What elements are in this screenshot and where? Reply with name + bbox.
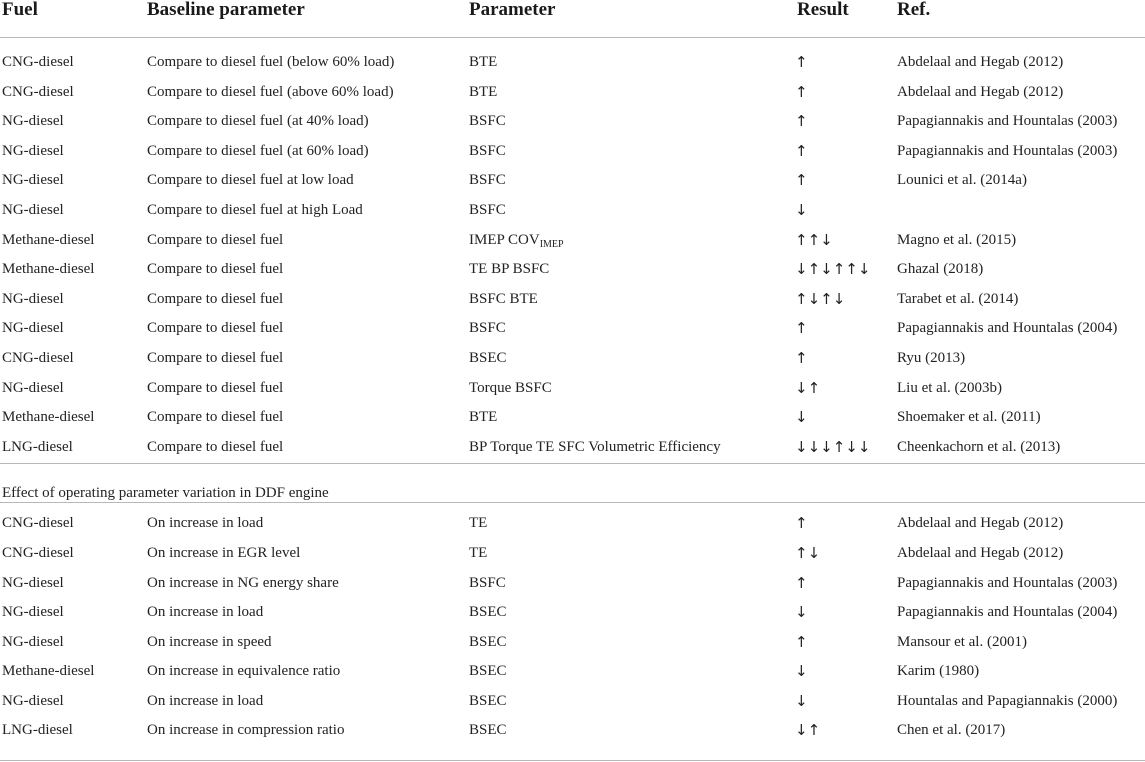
cell-ref: Magno et al. (2015): [897, 231, 1017, 248]
cell-ref: Abdelaal and Hegab (2012): [897, 83, 1064, 100]
header-fuel: Fuel: [2, 0, 38, 20]
cell-fuel: NG-diesel: [2, 692, 64, 709]
cell-parameter: BSFC: [469, 574, 506, 591]
cell-parameter: BSFC: [469, 320, 506, 337]
cell-parameter: BTE: [469, 83, 498, 100]
cell-result: ↓: [795, 408, 808, 427]
table-row: [0, 691, 1145, 721]
cell-parameter: Torque BSFC: [469, 379, 552, 396]
cell-result: ↑: [795, 82, 808, 101]
table-row: [0, 437, 1145, 467]
cell-fuel: NG-diesel: [2, 113, 64, 130]
cell-parameter: TE BP BSFC: [469, 261, 550, 278]
table-body-operating-parameters: [0, 506, 1145, 750]
cell-ref: Abdelaal and Hegab (2012): [897, 515, 1064, 532]
section-title: Effect of operating parameter variation in DDF engine: [2, 485, 329, 502]
cell-fuel: NG-diesel: [2, 142, 64, 159]
table-row: [0, 661, 1145, 691]
cell-ref: Ghazal (2018): [897, 261, 984, 278]
cell-baseline-parameter: Compare to diesel fuel: [147, 379, 284, 396]
cell-fuel: NG-diesel: [2, 320, 64, 337]
cell-result: ↑↓↑↓: [795, 289, 846, 308]
cell-ref: Liu et al. (2003b): [897, 379, 1002, 396]
cell-result: ↓↓↓↑↓↓: [795, 437, 871, 456]
cell-result: ↓↑: [795, 378, 821, 397]
cell-ref: Papagiannakis and Hountalas (2004): [897, 604, 1118, 621]
cell-parameter: BSEC: [469, 604, 507, 621]
cell-fuel: CNG-diesel: [2, 83, 74, 100]
header-divider: [0, 37, 1145, 38]
section-row: [0, 466, 1145, 506]
cell-parameter: TE: [469, 515, 488, 532]
header-result: Result: [797, 0, 849, 20]
cell-fuel: CNG-diesel: [2, 515, 74, 532]
table-row: [0, 407, 1145, 437]
cell-ref: Papagiannakis and Hountalas (2004): [897, 320, 1118, 337]
table-body-comparison: [0, 36, 1145, 466]
header-parameter: Parameter: [469, 0, 556, 20]
cell-ref: Hountalas and Papagiannakis (2000): [897, 692, 1118, 709]
table-row: [0, 318, 1145, 348]
cell-baseline-parameter: Compare to diesel fuel: [147, 261, 284, 278]
cell-baseline-parameter: On increase in equivalence ratio: [147, 663, 341, 680]
cell-baseline-parameter: On increase in load: [147, 604, 264, 621]
table-row: [0, 632, 1145, 662]
table-row: [0, 378, 1145, 408]
cell-ref: Papagiannakis and Hountalas (2003): [897, 574, 1118, 591]
header-ref: Ref.: [897, 0, 931, 20]
cell-fuel: CNG-diesel: [2, 349, 74, 366]
cell-ref: Karim (1980): [897, 663, 980, 680]
cell-fuel: NG-diesel: [2, 604, 64, 621]
cell-baseline-parameter: Compare to diesel fuel: [147, 231, 284, 248]
cell-fuel: NG-diesel: [2, 201, 64, 218]
cell-ref: Abdelaal and Hegab (2012): [897, 544, 1064, 561]
cell-fuel: Methane-diesel: [2, 261, 95, 278]
cell-baseline-parameter: Compare to diesel fuel: [147, 438, 284, 455]
table-row: [0, 141, 1145, 171]
table-row: [0, 602, 1145, 632]
cell-baseline-parameter: Compare to diesel fuel: [147, 320, 284, 337]
cell-parameter: IMEP $COV_{IMEP}$: [469, 231, 564, 250]
cell-result: ↑: [795, 141, 808, 160]
cell-baseline-parameter: On increase in compression ratio: [147, 722, 345, 739]
cell-fuel: NG-diesel: [2, 379, 64, 396]
cell-result: ↑: [795, 514, 808, 533]
cell-parameter: BSFC: [469, 113, 506, 130]
header-baseline-parameter: Baseline parameter: [147, 0, 305, 20]
cell-fuel: NG-diesel: [2, 290, 64, 307]
table-row: [0, 573, 1145, 603]
table-row: [0, 82, 1145, 112]
cell-fuel: CNG-diesel: [2, 544, 74, 561]
cell-parameter: BSFC BTE: [469, 290, 538, 307]
cell-fuel: LNG-diesel: [2, 722, 73, 739]
cell-result: ↓: [795, 691, 808, 710]
cell-baseline-parameter: Compare to diesel fuel (at 60% load): [147, 142, 369, 159]
table-row: [0, 230, 1145, 260]
table-row: [0, 543, 1145, 573]
cell-parameter: BSEC: [469, 722, 507, 739]
cell-ref: Tarabet et al. (2014): [897, 290, 1019, 307]
cell-baseline-parameter: Compare to diesel fuel at low load: [147, 172, 354, 189]
cell-result: ↑↑↓: [795, 230, 833, 249]
cell-parameter: BSFC: [469, 142, 506, 159]
table-row: [0, 111, 1145, 141]
cell-baseline-parameter: On increase in NG energy share: [147, 574, 339, 591]
cell-result: ↓: [795, 662, 808, 681]
cell-result: ↑: [795, 573, 808, 592]
cell-baseline-parameter: Compare to diesel fuel: [147, 409, 284, 426]
cell-ref: Papagiannakis and Hountalas (2003): [897, 142, 1118, 159]
cell-baseline-parameter: Compare to diesel fuel (at 40% load): [147, 113, 369, 130]
section-divider-bottom: [0, 502, 1145, 503]
cell-baseline-parameter: Compare to diesel fuel (above 60% load): [147, 83, 394, 100]
cell-parameter: BSFC: [469, 172, 506, 189]
cell-fuel: NG-diesel: [2, 172, 64, 189]
cell-ref: Lounici et al. (2014a): [897, 172, 1027, 189]
cell-ref: Papagiannakis and Hountalas (2003): [897, 113, 1118, 130]
table-row: [0, 259, 1145, 289]
cell-fuel: LNG-diesel: [2, 438, 73, 455]
table-row: [0, 52, 1145, 82]
cell-fuel: Methane-diesel: [2, 409, 95, 426]
cell-baseline-parameter: On increase in EGR level: [147, 544, 301, 561]
cell-fuel: NG-diesel: [2, 574, 64, 591]
section-divider-top: [0, 463, 1145, 464]
cell-baseline-parameter: Compare to diesel fuel: [147, 349, 284, 366]
cell-parameter: BTE: [469, 409, 498, 426]
table-row: [0, 348, 1145, 378]
cell-result: ↑: [795, 171, 808, 190]
table-bottom-divider: [0, 760, 1145, 761]
table-header: [0, 0, 1145, 36]
table-row: [0, 170, 1145, 200]
cell-ref: Cheenkachorn et al. (2013): [897, 438, 1061, 455]
cell-parameter: BSEC: [469, 349, 507, 366]
table-row: [0, 200, 1145, 230]
cell-baseline-parameter: Compare to diesel fuel at high Load: [147, 201, 363, 218]
cell-result: ↓↑: [795, 721, 821, 740]
cell-fuel: Methane-diesel: [2, 663, 95, 680]
cell-result: ↑: [795, 348, 808, 367]
cell-baseline-parameter: On increase in speed: [147, 633, 272, 650]
cell-result: ↑: [795, 53, 808, 71]
cell-result: ↑: [795, 632, 808, 651]
cell-baseline-parameter: On increase in load: [147, 515, 264, 532]
cell-parameter: BSEC: [469, 633, 507, 650]
cell-baseline-parameter: Compare to diesel fuel: [147, 290, 284, 307]
cell-ref: Abdelaal and Hegab (2012): [897, 54, 1064, 70]
cell-ref: Chen et al. (2017): [897, 722, 1006, 739]
cell-ref: Mansour et al. (2001): [897, 633, 1027, 650]
cell-fuel: NG-diesel: [2, 633, 64, 650]
cell-baseline-parameter: On increase in load: [147, 692, 264, 709]
table-row: [0, 720, 1145, 750]
cell-parameter-subscript: IMEP: [539, 238, 564, 250]
cell-ref: Shoemaker et al. (2011): [897, 409, 1041, 426]
cell-baseline-parameter: Compare to diesel fuel (below 60% load): [147, 54, 395, 70]
table-row: [0, 513, 1145, 543]
cell-result: ↓: [795, 603, 808, 622]
cell-result: ↑: [795, 319, 808, 338]
cell-parameter: BSEC: [469, 692, 507, 709]
cell-parameter: BSEC: [469, 663, 507, 680]
cell-result: ↓↑↓↑↑↓: [795, 260, 871, 279]
cell-parameter: BTE: [469, 54, 498, 70]
cell-parameter: TE: [469, 544, 488, 561]
cell-fuel: Methane-diesel: [2, 231, 95, 248]
cell-parameter: BSFC: [469, 201, 506, 218]
cell-fuel: CNG-diesel: [2, 54, 74, 70]
cell-ref: Ryu (2013): [897, 349, 966, 366]
cell-result: ↑: [795, 112, 808, 131]
table-row: [0, 289, 1145, 319]
cell-result: ↑↓: [795, 543, 821, 562]
cell-result: ↓: [795, 200, 808, 219]
cell-parameter: BP Torque TE SFC Volumetric Efficiency: [469, 438, 721, 455]
